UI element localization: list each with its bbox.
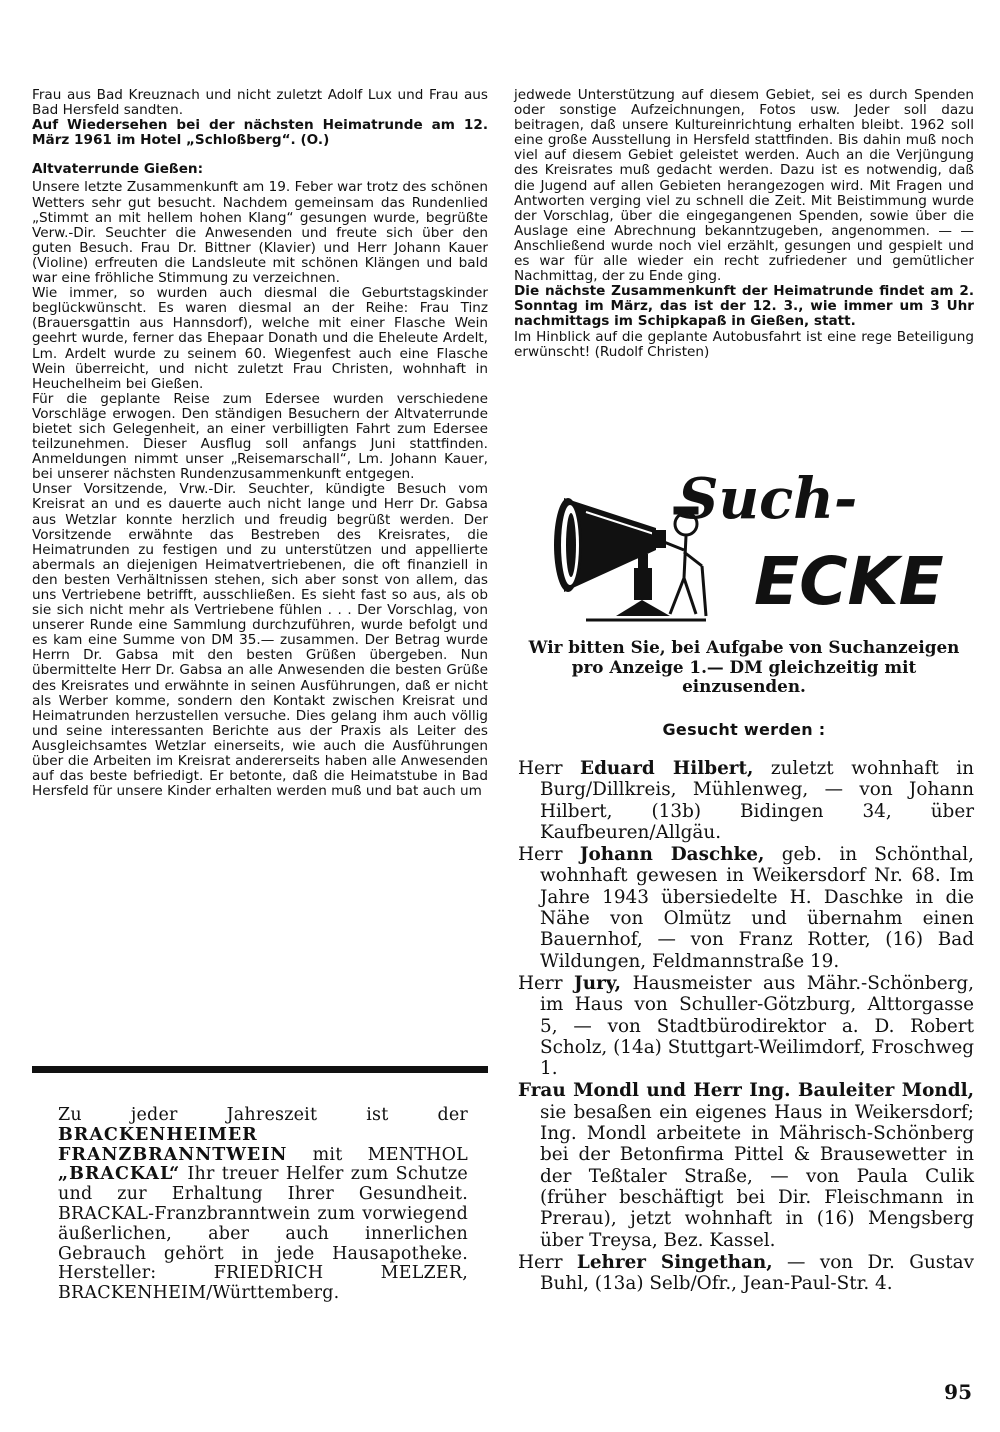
ad-text: Ihr treuer Helfer zum Schutze und zur Erhaltung Ihrer Gesundheit. BRACKAL-Franzbranntwein zum vorwiegend äußerlichen, aber auch innerlichen Gebrauch gehört in jede Hausapotheke. Hersteller: FRIEDRICH MELZER, BRACKENHEIM/Württemberg. [58, 1164, 468, 1304]
right-column [514, 88, 974, 360]
paragraph: Wie immer, so wurden auch diesmal die Geburtstagskinder beglückwünscht. Es waren diesmal an der Reihe: Frau Tinz (Brauersgattin aus Hannsdorf), welche mit einer Flasche Wein geehrt wurde, ferner das Ehepaar Donath und die Eheleute Ardelt, Lm. Ardelt wurde zu seinem 60. Wiegenfest auch eine Flasche Wein überreicht, und nicht zuletzt Frau Christen, wohnhaft in Heuchelheim bei Gießen. [32, 285, 488, 392]
entry-name: Jury, [574, 972, 622, 994]
ad-text: Zu jeder Jahreszeit ist der [58, 1105, 468, 1125]
bus-trip-text: Im Hinblick auf die geplante Autobusfahrt ist eine rege Beteiligung erwünscht! (Rudolf Christen) [514, 328, 974, 360]
telescope-illustration [546, 466, 976, 626]
continuation-text: jedwede Unterstützung auf diesem Gebiet, sei es durch Spenden oder sonstige Aufzeichnungen, Fotos usw. Jeder soll dazu beitragen, daß unsere Kultureinrichtung erhalten bleibt. 1962 soll eine große Ausstellung in Hersfeld stattfinden. Bis dahin muß noch viel auf diesem Gebiet geleistet werden. Auch an die Verjüngung des Kreisrates muß gedacht werden. Dazu ist es notwendig, daß die Jugend auf allen Gebieten herangezogen wird. Mit Fragen und Antworten verging viel zu schnell die Zeit. Mit Beistimmung wurde der Vorschlag, über die eingegangenen Spenden, sowie über die Auslage eine Abrechnung bekanntzugeben, angenommen. — — Anschließend wurde noch viel erzählt, gesungen und gespielt und es war für alle wieder ein recht zufriedener und gemütlicher Nachmittag, der zu Ende ging. [514, 87, 974, 285]
paragraph: Unser Vorsitzende, Vrw.-Dir. Seuchter, kündigte Besuch vom Kreisrat an und es dauerte auch nicht lange und Herr Dr. Gabsa aus Wetzlar konnte herzlich und freudig begrüßt werden. Der Vorsitzende erwähnte das Bestreben des Kreisrates, die Heimatrunden zu festigen und zu unterstützen und appellierte abermals an diejenigen Heimatvertriebenen, die oft finanziell in den besten Verhältnissen stehen, sich aber sonst von allem, das uns Vertriebene betrifft, ausschließen. Es sieht fast so aus, als ob sie sich nicht mehr als Vertriebene fühlen . . . Der Vorschlag, von unserer Runde eine Sammlung durchzuführen, wurde befolgt und es kam eine Summe von DM 35.— zusammen. Der Betrag wurde Herrn Dr. Gabsa mit den besten Grüßen übergeben. Nun übermittelte Herr Dr. Gabsa an alle Anwesenden die besten Grüße des Kreisrates und erwähnte in seinen Ausführungen, daß er nicht als Werber komme, sondern den Kontakt zwischen Kreisrat und Heimatrunden herzustellen versuche. Dies gelang ihm auch völlig und seine interessanten Berichte aus der Praxis als Leiter des Ausgleichsamtes Wetzlar einerseits, wie auch die Ausführungen über die Arbeiten im Kreisrat andererseits haben alle Anwesenden auf das beste befriedigt. Er betonte, daß die Heimatstube in Bad Hersfeld für unsere Kinder erhalten werden muß und bat auch um [32, 481, 488, 800]
wanted-heading: Gesucht werden : [662, 720, 826, 739]
entry-name: Frau Mondl und Herr Ing. Bauleiter Mondl, [518, 1080, 974, 1102]
entry-text: geb. in Schönthal, wohnhaft gewesen in Weikersdorf Nr. 68. Im Jahre 1943 übersiedelte H. Daschke in die Nähe von Olmütz und übernahm einen Bauernhof, — von Franz Rotter, (16) Bad Wildungen, Feldmannstraße 19. [540, 844, 974, 972]
entry-text: Hausmeister aus Mähr.-Schönberg, im Haus von Schuller-Götzburg, Alttorgasse 5, — von Stadtbürodirektor a. D. Robert Scholz, (14a) Stuttgart-Weilimdorf, Froschweg 1. [540, 972, 974, 1080]
intro-text: Frau aus Bad Kreuznach und nicht zuletzt Adolf Lux und Frau aus Bad Hersfeld sandten. [32, 87, 488, 119]
page-number: 95 [944, 1380, 972, 1404]
left-column [32, 88, 488, 799]
banner-word-ecke: ECKE [754, 543, 944, 620]
section-heading: Altvaterrunde Gießen: [32, 161, 204, 178]
search-entry [518, 844, 974, 972]
ad-notice [514, 638, 974, 697]
entry-name: Eduard Hilbert, [580, 758, 754, 779]
ad-brand-brackal: „BRACKAL“ [58, 1164, 181, 1185]
entry-prefix: Herr [518, 1251, 577, 1273]
entry-name: Johann Daschke, [579, 844, 765, 866]
banner-word-such: Such- [678, 466, 858, 532]
next-meeting-notice: Die nächste Zusammenkunft der Heimatrunde findet am 2. Sonntag im März, das ist der 12. 3., wie immer um 3 Uhr nachmittags im Schipkapaß in Gießen, statt. [514, 283, 974, 330]
ad-brand: BRACKENHEIMER FRANZBRANNTWEIN [58, 1124, 288, 1165]
such-ecke-banner [546, 466, 976, 626]
paragraph: Für die geplante Reise zum Edersee wurden verschiedene Vorschläge erwogen. Den ständigen Besuchern der Altvaterrunde bietet sich Gelegenheit, an einer verbilligten Fahrt zum Edersee teilzunehmen. Dieser Ausflug soll anfangs Juni stattfinden. Anmeldungen nimmt unser „Reisemarschall“, Lm. Johann Kauer, bei unserer nächsten Rundenzusammenkunft entgegen. [32, 390, 488, 483]
search-entry [518, 1252, 974, 1295]
entry-name: Lehrer Singethan, [576, 1251, 773, 1273]
search-entry [518, 973, 974, 1079]
ad-text: mit MENTHOL [287, 1144, 468, 1165]
search-entry [518, 758, 974, 843]
entry-text: — von Dr. Gustav Buhl, (13a) Selb/Ofr., Jean-Paul-Str. 4. [540, 1251, 974, 1295]
entry-prefix: Herr [518, 844, 580, 866]
entry-prefix: Herr [518, 758, 581, 779]
entry-prefix: Herr [518, 972, 574, 994]
notice-text: Wir bitten Sie, bei Aufgabe von Suchanzeigen pro Anzeige 1.— DM gleichzeitig mit einzusenden. [528, 637, 960, 696]
goodbye-notice: Auf Wiedersehen bei der nächsten Heimatrunde am 12. März 1961 im Hotel „Schloßberg“. (O.) [32, 117, 488, 149]
paragraph: Unsere letzte Zusammenkunft am 19. Feber war trotz des schönen Wetters sehr gut besucht. Nachdem gemeinsam das Rundenlied „Stimmt an mit hellem hohen Klang“ gesungen wurde, begrüßte Verw.-Dir. Seuchter die Anwesenden und freute sich über den guten Besuch. Frau Dr. Bittner (Klavier) und Herr Johann Kauer (Violine) erfreuten die Landsleute mit schönen Klängen und bald war eine fröhliche Stimmung zu verzeichnen. [32, 179, 488, 287]
entry-text: zuletzt wohnhaft in Burg/Dillkreis, Mühlenweg, — von Johann Hilbert, (13b) Bidingen 34, über Kaufbeuren/Allgäu. [540, 758, 974, 843]
entry-text: sie besaßen ein eigenes Haus in Weikersdorf; Ing. Mondl arbeitete in Mährisch-Schönberg bei der Betonfirma Pittel & Brausewetter in der Teßtaler Straße, — von Paula Culik (früher beschäftigt bei Dir. Fleischmann in Prerau), jetzt wohnhaft in (16) Mengsberg über Treysa, Bez. Kassel. [540, 1101, 974, 1251]
search-entries [518, 758, 974, 1295]
search-entry [518, 1080, 974, 1250]
divider-bar [32, 1066, 488, 1073]
advertisement [58, 1106, 468, 1304]
